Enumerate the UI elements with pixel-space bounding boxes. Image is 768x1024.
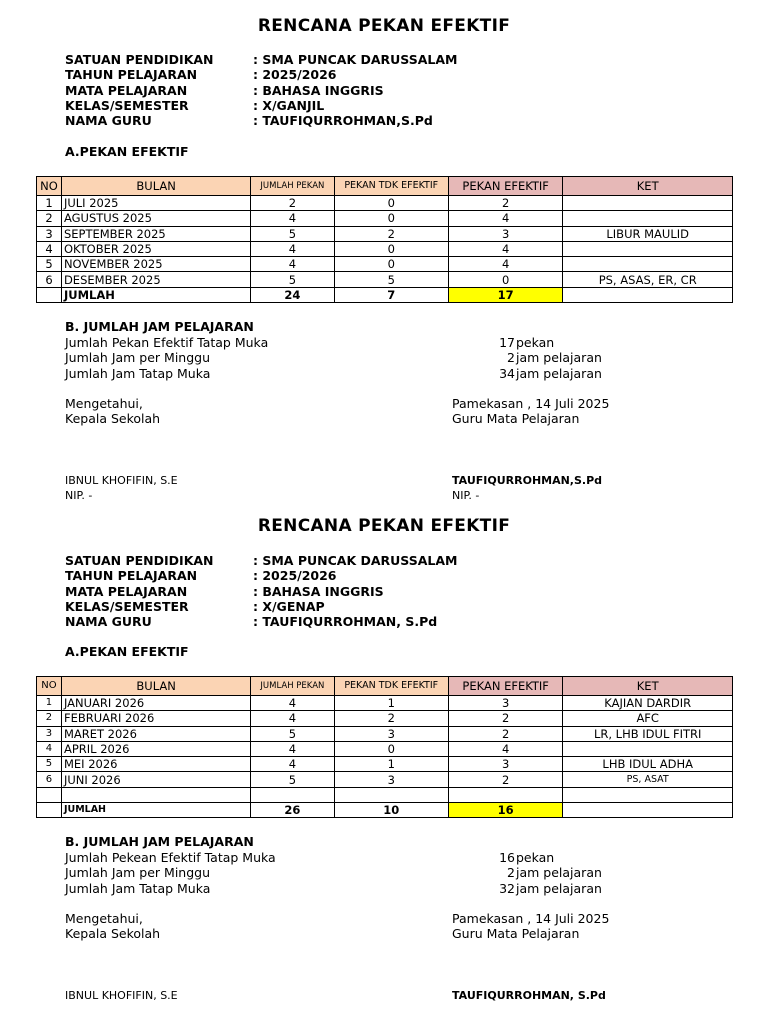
cell-bulan: JUNI 2026 [61, 772, 250, 787]
cell-empty [334, 787, 448, 802]
jam-unit: pekan [516, 850, 555, 865]
table-row [37, 726, 733, 741]
table-header-row [37, 677, 733, 696]
cell-empty [61, 787, 250, 802]
cell-bulan: JANUARI 2026 [61, 696, 250, 711]
table-total-row [37, 287, 733, 302]
info-value: : 2025/2026 [253, 568, 337, 584]
sign-role: Kepala Sekolah [65, 411, 161, 427]
cell-jumlah-pekan: 4 [251, 257, 334, 272]
info-label: SATUAN PENDIDIKAN [65, 52, 214, 67]
pekan-efektif-table [36, 676, 733, 818]
cell-pekan-efektif: 4 [448, 257, 562, 272]
sign-role: Guru Mata Pelajaran [452, 926, 580, 942]
header-pekan-efektif: PEKAN EFEKTIF [448, 177, 562, 196]
cell-pekan-efektif: 2 [448, 196, 562, 211]
cell-no: 5 [37, 257, 62, 272]
cell-ket [563, 741, 733, 756]
cell-no: 2 [37, 711, 62, 726]
info-label: NAMA GURU [65, 113, 152, 129]
sign-line: Mengetahui, [65, 396, 143, 411]
section-b-heading: B. JUMLAH JAM PELAJARAN [65, 319, 254, 334]
cell-pekan-efektif: 4 [448, 211, 562, 226]
cell-no: 3 [37, 226, 62, 241]
cell-pekan-efektif: 4 [448, 241, 562, 256]
section-b-heading: B. JUMLAH JAM PELAJARAN [65, 834, 254, 849]
cell-ket: LIBUR MAULID [563, 226, 733, 241]
cell-ket: PS, ASAT [563, 772, 733, 787]
cell-pekan-tdk-efektif: 2 [334, 711, 448, 726]
cell-pekan-efektif: 3 [448, 696, 562, 711]
sign-place-date: Pamekasan , 14 Juli 2025 [452, 911, 610, 926]
cell-bulan: NOVEMBER 2025 [61, 257, 250, 272]
header-ket: KET [563, 177, 733, 196]
signature-left [65, 396, 160, 427]
cell-jumlah-pekan: 4 [251, 757, 334, 772]
cell-jumlah-pekan: 2 [251, 196, 334, 211]
info-label: KELAS/SEMESTER [65, 97, 189, 113]
jam-unit: jam pelajaran [516, 350, 602, 366]
jam-pelajaran-block [65, 850, 602, 896]
cell-pekan-tdk-efektif: 2 [334, 226, 448, 241]
cell-bulan: DESEMBER 2025 [61, 272, 250, 287]
signer-name: IBNUL KHOFIFIN, S.E [65, 989, 178, 1002]
cell-pekan-tdk-efektif: 1 [334, 696, 448, 711]
jam-pelajaran-block [65, 335, 602, 381]
jam-value: 32 [499, 880, 515, 896]
sign-role: Guru Mata Pelajaran [452, 411, 580, 427]
cell-pekan-efektif: 2 [448, 772, 562, 787]
header-no: NO [37, 177, 62, 196]
sign-line: Mengetahui, [65, 911, 143, 926]
cell-empty [563, 787, 733, 802]
table-row [37, 272, 733, 287]
total-pekan-tdk-efektif: 10 [334, 803, 448, 818]
cell-bulan: OKTOBER 2025 [61, 241, 250, 256]
cell-no: 2 [37, 211, 62, 226]
cell-jumlah-pekan: 5 [251, 272, 334, 287]
cell-bulan: SEPTEMBER 2025 [61, 226, 250, 241]
header-pekan-efektif: PEKAN EFEKTIF [448, 677, 562, 696]
cell-bulan: MARET 2026 [61, 726, 250, 741]
info-value: : 2025/2026 [253, 67, 337, 83]
cell-bulan: MEI 2026 [61, 757, 250, 772]
signer-right [452, 988, 606, 1003]
cell-no: 6 [37, 772, 62, 787]
pekan-efektif-table [36, 176, 733, 303]
cell-pekan-efektif: 2 [448, 711, 562, 726]
cell-pekan-efektif: 4 [448, 741, 562, 756]
header-ket: KET [563, 677, 733, 696]
cell-ket: LHB IDUL ADHA [563, 757, 733, 772]
cell-jumlah-pekan: 4 [251, 211, 334, 226]
cell-no: 3 [37, 726, 62, 741]
total-label: JUMLAH [61, 287, 250, 302]
cell-ket: PS, ASAS, ER, CR [563, 272, 733, 287]
cell-no: 5 [37, 757, 62, 772]
jam-unit: jam pelajaran [516, 365, 602, 381]
cell-bulan: JULI 2025 [61, 196, 250, 211]
header-pekan-tdk-efektif: PEKAN TDK EFEKTIF [334, 677, 448, 696]
info-label: SATUAN PENDIDIKAN [65, 553, 214, 568]
cell-no: 6 [37, 272, 62, 287]
sign-role: Kepala Sekolah [65, 926, 161, 942]
cell-pekan-tdk-efektif: 1 [334, 757, 448, 772]
table-row [37, 211, 733, 226]
info-label: MATA PELAJARAN [65, 82, 188, 98]
table-header-row [37, 177, 733, 196]
header-no: NO [37, 677, 62, 696]
info-value: : BAHASA INGGRIS [253, 82, 384, 98]
section-a-heading: A.PEKAN EFEKTIF [65, 644, 189, 659]
cell-pekan-tdk-efektif: 0 [334, 241, 448, 256]
table-row [37, 772, 733, 787]
signer-name: TAUFIQURROHMAN, S.Pd [452, 989, 606, 1002]
info-value: : SMA PUNCAK DARUSSALAM [253, 52, 458, 67]
cell-pekan-tdk-efektif: 5 [334, 272, 448, 287]
cell-bulan: AGUSTUS 2025 [61, 211, 250, 226]
info-label: KELAS/SEMESTER [65, 598, 189, 614]
table-row [37, 257, 733, 272]
cell-jumlah-pekan: 5 [251, 726, 334, 741]
cell-jumlah-pekan: 5 [251, 772, 334, 787]
info-label: TAHUN PELAJARAN [65, 568, 198, 584]
cell-no: 1 [37, 696, 62, 711]
cell-jumlah-pekan: 4 [251, 711, 334, 726]
jam-label: Jumlah Jam per Minggu [65, 865, 211, 881]
table-row [37, 741, 733, 756]
cell-jumlah-pekan: 4 [251, 741, 334, 756]
header-bulan: BULAN [61, 177, 250, 196]
cell-ket: AFC [563, 711, 733, 726]
jam-label: Jumlah Jam Tatap Muka [65, 365, 211, 381]
header-pekan-tdk-efektif: PEKAN TDK EFEKTIF [334, 177, 448, 196]
cell-no: 4 [37, 241, 62, 256]
signer-left [65, 988, 178, 1003]
cell-ket [563, 287, 733, 302]
jam-label: Jumlah Jam per Minggu [65, 350, 211, 366]
jam-label: Jumlah Jam Tatap Muka [65, 880, 211, 896]
cell-no [37, 803, 62, 818]
header-jumlah-pekan: JUMLAH PEKAN [251, 677, 334, 696]
cell-pekan-efektif: 3 [448, 757, 562, 772]
header-bulan: BULAN [61, 677, 250, 696]
signature-right [452, 396, 609, 427]
document-title: RENCANA PEKAN EFEKTIF [257, 16, 511, 36]
jam-value: 2 [507, 350, 515, 366]
info-value: : BAHASA INGGRIS [253, 583, 384, 599]
table-total-row [37, 803, 733, 818]
table-row [37, 787, 733, 802]
info-label: TAHUN PELAJARAN [65, 67, 198, 83]
cell-no [37, 287, 62, 302]
info-value: : X/GENAP [253, 598, 325, 614]
info-label: NAMA GURU [65, 614, 152, 630]
total-pekan-efektif: 16 [448, 803, 562, 818]
jam-unit: jam pelajaran [516, 880, 602, 896]
table-row [37, 711, 733, 726]
cell-ket: LR, LHB IDUL FITRI [563, 726, 733, 741]
total-pekan-efektif: 17 [448, 287, 562, 302]
cell-ket [563, 211, 733, 226]
cell-pekan-tdk-efektif: 0 [334, 257, 448, 272]
signature-right [452, 911, 609, 942]
jam-value: 34 [499, 365, 515, 381]
header-jumlah-pekan: JUMLAH PEKAN [251, 177, 334, 196]
total-jumlah-pekan: 24 [251, 287, 334, 302]
total-jumlah-pekan: 26 [251, 803, 334, 818]
sign-place-date: Pamekasan , 14 Juli 2025 [452, 396, 610, 411]
info-value: : TAUFIQURROHMAN, S.Pd [253, 614, 438, 630]
jam-label: Jumlah Pekan Efektif Tatap Muka [65, 335, 269, 350]
cell-bulan: FEBRUARI 2026 [61, 711, 250, 726]
info-value: : TAUFIQURROHMAN,S.Pd [253, 113, 433, 129]
cell-ket [563, 196, 733, 211]
cell-pekan-tdk-efektif: 0 [334, 741, 448, 756]
signer-name: IBNUL KHOFIFIN, S.E [65, 474, 178, 487]
cell-pekan-tdk-efektif: 3 [334, 772, 448, 787]
signer-left [65, 473, 178, 503]
cell-jumlah-pekan: 5 [251, 226, 334, 241]
table-row [37, 241, 733, 256]
cell-no: 1 [37, 196, 62, 211]
section-a-heading: A.PEKAN EFEKTIF [65, 144, 189, 159]
cell-jumlah-pekan: 4 [251, 696, 334, 711]
total-pekan-tdk-efektif: 7 [334, 287, 448, 302]
jam-value: 2 [507, 865, 515, 881]
document-title: RENCANA PEKAN EFEKTIF [257, 516, 511, 536]
info-value: : SMA PUNCAK DARUSSALAM [253, 553, 458, 568]
total-label: JUMLAH [61, 803, 250, 818]
cell-ket [563, 241, 733, 256]
cell-pekan-efektif: 0 [448, 272, 562, 287]
cell-pekan-tdk-efektif: 0 [334, 211, 448, 226]
table-row [37, 226, 733, 241]
signer-name: TAUFIQURROHMAN,S.Pd [452, 474, 603, 487]
jam-value: 17 [499, 335, 515, 350]
cell-pekan-efektif: 3 [448, 226, 562, 241]
info-label: MATA PELAJARAN [65, 583, 188, 599]
cell-pekan-tdk-efektif: 0 [334, 196, 448, 211]
signer-right [452, 473, 602, 503]
cell-no: 4 [37, 741, 62, 756]
info-value: : X/GANJIL [253, 97, 325, 113]
cell-jumlah-pekan: 4 [251, 241, 334, 256]
cell-ket [563, 257, 733, 272]
cell-ket: KAJIAN DARDIR [563, 696, 733, 711]
cell-empty [448, 787, 562, 802]
jam-unit: pekan [516, 335, 555, 350]
jam-label: Jumlah Pekean Efektif Tatap Muka [65, 850, 276, 865]
cell-pekan-tdk-efektif: 3 [334, 726, 448, 741]
cell-empty [251, 787, 334, 802]
table-row [37, 696, 733, 711]
cell-bulan: APRIL 2026 [61, 741, 250, 756]
table-row [37, 757, 733, 772]
cell-pekan-efektif: 2 [448, 726, 562, 741]
cell-empty [37, 787, 62, 802]
table-row [37, 196, 733, 211]
signature-left [65, 911, 160, 942]
cell-ket [563, 803, 733, 818]
jam-value: 16 [499, 850, 515, 865]
signer-nip: NIP. - [65, 489, 93, 502]
jam-unit: jam pelajaran [516, 865, 602, 881]
signer-nip: NIP. - [452, 489, 480, 502]
